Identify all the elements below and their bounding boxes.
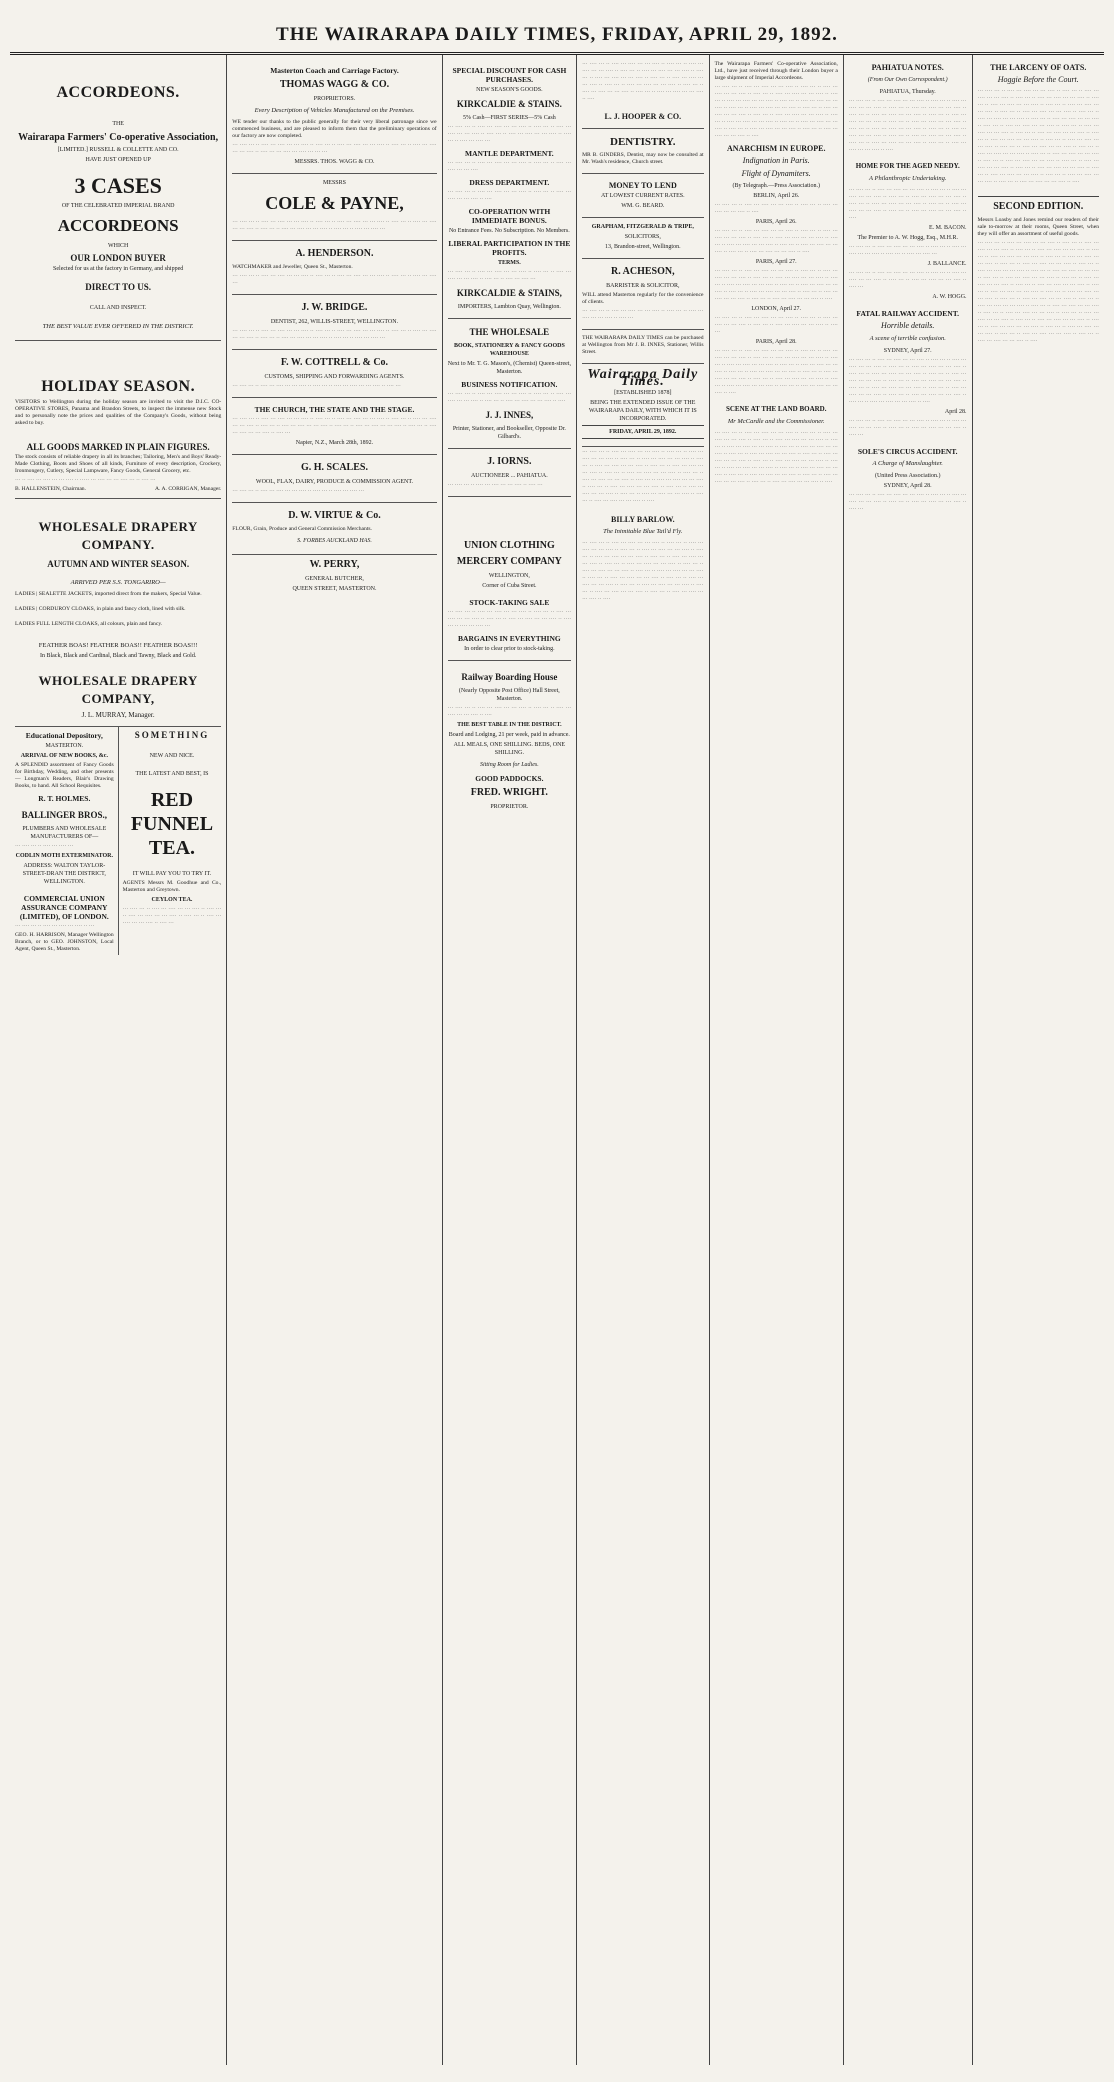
innes-name: J. J. INNES, <box>485 410 534 420</box>
cash-discount: 5% Cash—FIRST SERIES—5% Cash <box>463 115 556 121</box>
filler-text: ··· ···· ··· ·· ···· ··· ···· ··· ··· ···· ·· ···· ··· ·· ···· ··· ···· ··· ··· ···· ·· ···· ··· <box>582 308 704 321</box>
iorns-ad <box>448 449 571 497</box>
wholesale-title-2: WHOLESALE DRAPERY COMPANY, <box>38 673 198 706</box>
iorns-name: J. IORNS. <box>487 456 532 467</box>
nameplate-block <box>582 364 703 447</box>
scales-sub: WOOL, FLAX, DAIRY, PRODUCE & COMMISSION AGENT. <box>255 479 414 485</box>
association-paragraph: The Wairarapa Farmers' Co-operative Association, Ltd., have just received through their London buyer a large shipment of Imperial Accordeons. <box>714 61 838 81</box>
filler-text: ··· ···· ··· ·· ···· ··· ···· ··· ··· ···· ·· ···· ··· ·· ···· ··· ···· ··· ··· ···· ·· ···· ··· ·· ···· ··· ···· ··· ··· ···· ·· ···· ··· ··· ···· ··· ···· ··· ··· ··· <box>232 142 437 155</box>
manager-signature: A. A. CORRIGAN, Manager. <box>154 486 222 492</box>
solicitors-label: SOLICITORS, <box>624 234 661 240</box>
latest-best: THE LATEST AND BEST, IS <box>135 771 209 777</box>
perry-name: W. PERRY, <box>309 559 360 570</box>
perry-ad <box>232 559 436 593</box>
holiday-title: HOLIDAY SEASON. <box>41 378 196 395</box>
acheson-ad <box>582 259 703 330</box>
article-text: ··· ···· ··· ·· ···· ··· ···· ··· ··· ···· ·· ···· ··· ·· ···· ··· ···· ··· ··· ···· ·· ···· ··· ·· ···· ··· ···· ··· ··· ···· ·· ···· ··· <box>848 418 967 438</box>
anarchism-title: ANARCHISM IN EUROPE. <box>727 144 826 153</box>
cottrell-name: F. W. COTTRELL & Co. <box>280 357 389 368</box>
watchmaker: WATCHMAKER and Jeweller, Queen St., Masterton. <box>232 264 353 270</box>
henderson-ad <box>232 241 436 295</box>
filler-text: ··· ···· ··· ·· ···· ··· ···· ··· ··· ···· ·· ···· ··· ·· ···· ··· ···· ··· ··· ···· ·· ···· ··· <box>232 383 401 389</box>
second-edition: SECOND EDITION. <box>978 196 1099 213</box>
stocktaking-sale: STOCK-TAKING SALE <box>469 598 550 607</box>
filler-text: ··· ···· ··· ·· ···· ··· ···· ··· <box>15 843 74 849</box>
harrison-contact: GEO. H. HARRISON, Manager Wellington Branch, or to GEO. JOHNSTON, Local Agent, Queen St., Masterton. <box>15 932 114 952</box>
sydney-dateline: SYDNEY, April 27. <box>883 348 932 354</box>
wholesale-title: WHOLESALE DRAPERY COMPANY. <box>38 519 198 552</box>
something-label: SOMETHING <box>134 730 210 740</box>
ginders-notice: MR B. GINDERS, Dentist, may now be consulted at Mr. Wash's residence, Church street. <box>582 152 704 165</box>
telegraph-credit: (By Telegraph.—Press Association.) <box>732 183 820 189</box>
cole-ad <box>232 174 436 241</box>
manslaughter: A Charge of Manslaughter. <box>872 460 943 467</box>
newspaper-page <box>10 8 1104 2066</box>
will-attend: WILL attend Masterton regularly for the convenience of clients. <box>582 292 704 305</box>
left-sub <box>15 727 119 955</box>
horrible-details: Horrible details. <box>881 321 935 330</box>
will-pay: IT WILL PAY YOU TO TRY IT. <box>132 871 212 877</box>
kirkcaldie-name-2: KIRKCALDIE & STAINS, <box>456 288 562 298</box>
hunt-address: Next to Mr. T. G. Mason's, (Chemist) Queen-street, Masterton. <box>447 361 571 375</box>
plain-figures: ALL GOODS MARKED IN PLAIN FIGURES. <box>26 442 210 452</box>
second-edition-body: Messrs Loasby and Jones remind our readers of their sale to-morrow at their rooms, Queen Street, when they will offer an assortment of useful goods. <box>977 217 1099 237</box>
chairman-signature: B. HALLENSTEIN, Chairman. <box>15 486 86 492</box>
established: [ESTABLISHED 1878] <box>614 390 672 396</box>
union-clothing-ad <box>448 497 571 661</box>
dateline: FRIDAY, APRIL 29, 1892. <box>582 425 703 439</box>
iorns-sub: AUCTIONEER ... PAHIATUA. <box>470 473 548 479</box>
philanthropic: A Philanthropic Undertaking. <box>869 175 947 182</box>
business-notification: BUSINESS NOTIFICATION. <box>461 380 558 389</box>
signatures <box>15 486 221 493</box>
autumn-season: AUTUMN AND WINTER SEASON. <box>47 559 190 569</box>
billy-barlow: BILLY BARLOW. <box>611 515 675 524</box>
kirkcaldie-ad <box>448 59 571 319</box>
accordeons-ad <box>15 59 221 341</box>
codlin-moth: CODLIN MOTH EXTERMINATOR. <box>15 853 113 859</box>
terrible-confusion: A scene of terrible confusion. <box>869 335 946 342</box>
brandon-street: 13, Brandon-street, Wellington. <box>605 244 681 250</box>
ballinger-title: BALLINGER BROS., <box>21 810 107 820</box>
railway-ad <box>448 671 571 811</box>
article-text: ··· ···· ··· ·· ···· ··· ···· ··· ··· ···· ·· ···· ··· ·· ···· ··· ···· ··· ··· ···· ·· ···· ··· ·· ···· ··· ···· ··· ··· ···· ·· ···· ··· <box>848 492 967 512</box>
article-text: ··· ···· ··· ·· ···· ··· ···· ··· ··· ···· ·· ···· ··· ·· ···· ··· ···· ··· ··· ···· ·· ···· ··· ·· ···· ··· ···· ··· ··· ···· ·· ···· ··· <box>848 270 967 290</box>
ceylon-tea: CEYLON TEA. <box>151 897 193 903</box>
right-sub <box>119 727 222 955</box>
messrs-label: MESSRS <box>322 180 346 186</box>
grapham-name: GRAPHAM, FITZGERALD & TRIPE, <box>591 224 694 230</box>
which-label: WHICH <box>107 243 129 249</box>
column-7 <box>973 55 1104 2065</box>
plain-body: The stock consists of reliable drapery in all its branches; Tailoring, Men's and Boys' Ready-Made Clothing, Boots and Shoes of all kinds, Furniture of every description, Crockery, Ironmongery, Cutlery, Special Lampware, Fancy Goods, General Grocery, etc. <box>15 454 222 474</box>
coach-title: Masterton Coach and Carriage Factory. <box>270 66 399 75</box>
filler-text: ··· ···· ··· ·· ···· ··· ···· ··· ··· ···· ·· ···· ··· ·· ···· ··· ···· ··· ··· ···· ·· ···· ··· ·· ···· ··· ···· ··· <box>232 273 437 286</box>
editorial-text: ··· ···· ··· ·· ···· ··· ···· ··· ··· ···· ·· ···· ··· ·· ···· ··· ···· ··· ··· ···· ·· ···· ··· ·· ···· ··· ···· ··· ··· ···· ·· ···· ··· ·· ···· ··· ···· ··· ··· ···· ·· ···· ··· ·· ···· ··· ···· ··· ··· ···· ·· ···· ··· ·· ···· ··· ···· ··· ··· ···· ·· ···· ··· ·· ···· ··· ···· ··· ··· ···· ·· ···· ··· ·· ···· ··· ···· ··· ··· ···· ·· ···· ··· ·· ···· ··· ···· ··· ··· ···· ·· ···· ··· ·· ···· ··· ···· ··· ··· ···· ·· ···· ··· ·· ···· ··· ···· ··· ··· ···· ·· ···· ··· ·· ···· ··· ···· ··· ··· ···· ·· ···· <box>582 449 704 504</box>
article-text: ··· ···· ··· ·· ···· ··· ···· ··· ··· ···· ·· ···· ··· ·· ···· ··· ···· ··· ··· ···· ·· ···· ··· ·· ···· ··· ···· ··· ··· ···· ·· ···· ··· ·· ···· ··· ···· ··· ··· ···· ·· ···· ··· ·· ···· ··· ···· ··· ··· ···· ·· ···· ··· ·· ···· ··· ···· ··· ··· ···· ·· ···· ··· ·· ···· ··· ···· ··· ··· ···· ·· ···· ··· ·· ···· ··· ···· ··· ··· ···· ·· ···· ··· ·· ···· ··· ···· ··· ··· ···· ·· ···· ··· ·· ···· ··· ···· ··· ··· ···· ·· ···· ··· ·· ···· ··· ···· ··· ··· ···· ·· ···· ··· ·· ···· ··· ···· ··· ··· ···· ·· ···· ··· ·· ···· ··· ···· ··· ··· ···· ·· ···· <box>714 430 838 485</box>
flight-dynamiters: Flight of Dynamiters. <box>741 169 811 178</box>
columns <box>10 55 1104 2065</box>
wagg-name: THOMAS WAGG & CO. <box>279 79 390 90</box>
column-1 <box>10 55 227 2065</box>
article-text: ··· ···· ··· ·· ···· ··· ···· ··· ··· ···· ·· ···· ··· ·· ···· ··· ···· ··· ··· ···· ·· ···· ··· ·· ···· ··· ···· ··· ··· ···· ·· ···· ··· ·· ···· ··· ···· ··· ··· ···· ·· ···· ··· ·· ···· ··· ···· ··· ··· ···· ·· ···· ··· ·· ···· ··· ···· ··· ··· ···· ·· ···· ··· ·· ···· ··· ···· ··· ··· ···· ·· ···· ··· ·· ···· ··· ···· ··· ··· ···· ·· ···· ··· ·· ···· ··· ···· ··· ··· ···· ·· ···· ··· ·· ···· ··· ···· ··· ··· ···· ·· ···· ··· ·· ···· ··· ···· ··· ··· ···· ·· ···· <box>848 98 967 153</box>
grapham-ad <box>582 218 703 259</box>
coach-body: WE tender our thanks to the public generally for their very liberal patronage since we commenced business, and are pleased to inform them that the preliminary operations of our factory are now completed. <box>232 119 437 139</box>
mercery-title: MERCERY COMPANY <box>456 556 562 567</box>
henderson-name: A. HENDERSON. <box>295 248 374 259</box>
current-rates: AT LOWEST CURRENT RATES. <box>600 193 685 199</box>
times-note: THE WAIRARAPA DAILY TIMES can be purchased at Wellington from Mr J. B. INNES, Stationer, Willis Street. <box>582 335 704 355</box>
scales-ad <box>232 455 436 503</box>
terms-label: TERMS. <box>497 260 521 266</box>
best-value: THE BEST VALUE EVER OFFERED IN THE DISTRICT. <box>42 323 194 330</box>
ballinger-address: ADDRESS: WALTON TAYLOR-STREET-DRAN THE DISTRICT, WELLINGTON. <box>22 863 106 885</box>
have-opened: HAVE JUST OPENED UP <box>85 157 151 163</box>
aged-needy-title: HOME FOR THE AGED NEEDY. <box>855 162 960 170</box>
proprietors: PROPRIETORS. <box>313 96 356 102</box>
bargains-sub: In order to clear prior to stock-taking. <box>464 646 555 652</box>
railway-sub: (Nearly Opposite Post Office) Hall Street, Masterton. <box>458 688 560 702</box>
new-season: NEW SEASON'S GOODS. <box>476 87 543 93</box>
article-text: ··· ···· ··· ·· ···· ··· ···· ··· ··· ···· ·· ···· ··· ·· ···· ··· ···· ··· ··· ···· ·· ···· ··· ·· ···· ··· ···· ··· ··· ···· ·· ···· ··· ·· ···· ··· ···· ··· ··· ···· ·· ···· ··· ·· ···· ··· ···· ··· ··· ···· ·· ···· ··· ·· ···· ··· ···· ··· ··· ···· ·· ···· <box>848 187 967 221</box>
queen-street: QUEEN STREET, MASTERTON. <box>292 586 377 592</box>
commercial-union: COMMERCIAL UNION ASSURANCE COMPANY (LIMITED), OF LONDON. <box>19 894 109 921</box>
times-note-block <box>582 330 703 364</box>
arrival-books: ARRIVAL OF NEW BOOKS, &c. <box>20 753 108 759</box>
signature-bacon: E. M. BACON. <box>929 225 967 231</box>
plumbers-note: PLUMBERS AND WHOLESALE MANUFACTURERS OF— <box>22 826 107 840</box>
united-press: (United Press Association.) <box>874 473 941 479</box>
virtue-ad <box>232 503 436 555</box>
article-text: ··· ···· ··· ·· ···· ··· ···· ··· ··· ···· ·· ···· ··· ·· ···· ··· ···· ··· ··· ···· ·· ···· ··· ·· ···· ··· ···· ··· ··· ···· ·· ···· ··· ·· ···· ··· ···· ··· ··· ···· ·· ···· ··· ·· ···· ··· ···· ··· ··· ···· ·· ···· ··· ·· ···· ··· ···· ··· ··· ···· ·· ···· ··· ·· ···· ··· ···· ··· ··· ···· ·· ···· ··· ·· ···· ··· ···· ··· ··· ···· ·· ···· ··· ·· ···· ··· ···· ··· ··· ···· ·· ···· ··· ·· ···· ··· ···· ··· ··· ···· ·· ···· ··· ·· ···· ··· ···· ··· ··· ···· ·· ···· ··· ·· ···· ··· ···· ··· ··· ···· ·· ···· ··· ·· ···· ··· ···· ··· ··· ···· ·· ···· <box>582 540 704 602</box>
customs-agents: CUSTOMS, SHIPPING AND FORWARDING AGENTS. <box>264 374 405 380</box>
cottrell-ad <box>232 350 436 398</box>
filler-text: ··· ···· ··· ·· ···· ··· ···· ··· ··· ···· ·· ···· ··· ·· ···· ··· ···· ··· ··· ···· <box>447 160 572 173</box>
signature-ballance: J. BALLANCE. <box>927 261 967 267</box>
butcher-label: GENERAL BUTCHER, <box>305 576 364 582</box>
church-title: THE CHURCH, THE STATE AND THE STAGE. <box>254 405 415 414</box>
article-text: ··· ···· ··· ·· ···· ··· ···· ··· ··· ···· ·· ···· ··· ·· ···· ··· ···· ··· ··· ···· ·· ···· <box>714 202 838 215</box>
association-sub: [LIMITED.] RUSSELL & COLLETTE AND CO. <box>57 147 179 153</box>
article-text: ··· ···· ··· ·· ···· ··· ···· ··· ··· ···· ·· ···· ··· ·· ···· ··· ···· ··· ··· ···· ·· ···· ··· ·· ···· ··· ···· ··· ··· ···· ·· ···· ··· ·· ···· ··· ···· ··· ··· ···· ·· ···· ··· ·· ···· ··· ···· ··· ··· ···· ·· ···· ··· ·· ···· ··· ···· ··· ··· ···· ·· ···· ··· ·· ···· ··· ···· ··· ··· ···· ·· ···· ··· ·· ···· ··· ···· ··· ··· ···· ·· ···· ··· ·· ···· ··· ···· ··· ··· ···· ·· ···· ··· ·· ···· ··· ···· ··· ··· ···· ·· ···· <box>848 357 967 405</box>
cole-payne: COLE & PAYNE, <box>265 193 404 213</box>
column-6 <box>844 55 973 2065</box>
filler-text: ··· ···· ··· ·· ···· ··· ···· ··· ··· ···· ·· ···· ··· ·· ···· ··· ···· ··· ··· ···· ·· ···· ··· ·· ···· ··· ···· ··· <box>447 269 572 282</box>
acheson-name: R. ACHESON, <box>610 266 675 277</box>
paris-dateline-1: PARIS, April 26. <box>755 219 797 225</box>
feather-boas: FEATHER BOAS! FEATHER BOAS!! FEATHER BOAS!!! <box>38 642 198 649</box>
bridge-name: J. W. BRIDGE. <box>301 302 368 313</box>
dentistry-title: DENTISTRY. <box>610 136 676 148</box>
larceny-title: THE LARCENY OF OATS. <box>990 63 1087 72</box>
holmes-name: R. T. HOLMES. <box>38 794 91 803</box>
sitting-room: Sitting Room for Ladies. <box>480 762 539 768</box>
good-paddocks: GOOD PADDOCKS. <box>475 774 544 783</box>
manager-name: J. L. MURRAY, Manager. <box>81 711 155 719</box>
edu-body: A SPLENDID assortment of Fancy Goods for Birthday, Wedding, and other presents— Longman's Readers, Blair's Drawing Books, to hand. All School Requisites. <box>15 762 114 789</box>
meals-beds: ALL MEALS, ONE SHILLING. BEDS, ONE SHILLING. <box>453 742 566 756</box>
best-table: THE BEST TABLE IN THE DISTRICT. <box>457 722 562 728</box>
money-to-lend: MONEY TO LEND <box>608 181 677 190</box>
filler-text: ··· ···· ··· ·· ···· ··· ···· ··· ··· ···· ·· ···· ··· ·· ···· ··· ···· ··· ··· ···· ·· ···· ··· ·· ···· ··· ···· ··· ··· ···· ·· ···· ··· ·· ···· ··· ···· ··· ··· ···· ·· ···· ··· ·· ···· ··· ···· ··· <box>232 328 437 341</box>
filler-text: ··· ···· ··· ·· ···· ··· ···· ··· ··· ···· ·· ···· ··· ·· ···· ··· ···· ··· ··· ···· ·· ···· ··· ·· ···· ··· ···· ··· ··· ···· ·· ···· ··· <box>122 906 222 926</box>
union-title: UNION CLOTHING <box>463 540 555 551</box>
three-cases: 3 CASES <box>74 173 162 198</box>
hoggie-court: Hoggie Before the Court. <box>997 75 1079 84</box>
bridge-ad <box>232 295 436 350</box>
london-buyer: OUR LONDON BUYER <box>70 253 166 263</box>
selected-note: Selected for us at the factory in Germany, and shipped <box>53 266 184 272</box>
filler-text: ··· ···· ··· ·· ···· ··· ···· ··· ··· ···· ·· ···· ··· ·· ···· ··· ···· ··· ··· ···· ·· ···· ··· ·· ···· ··· ···· ··· ··· ···· ·· ···· ··· ·· ···· ··· ···· ··· ··· ···· ·· ···· ··· ·· ···· ··· ···· ··· ··· ···· ·· ···· ··· ·· ···· ··· ···· ··· ··· ···· ·· ···· ··· ·· ···· ··· ···· ··· ··· ···· ·· ···· ··· ·· ···· ··· ···· ··· ··· ···· ·· ···· <box>582 61 704 102</box>
new-nice: NEW AND NICE. <box>149 753 195 759</box>
filler-text: ··· ···· ··· ·· ···· ··· ···· ··· ··· ···· ·· ···· ··· ·· ···· ··· ···· ··· ··· ···· ·· ···· <box>447 705 572 718</box>
lambton-quay: IMPORTERS, Lambton Quay, Wellington. <box>457 304 561 310</box>
cooperation: CO-OPERATION WITH IMMEDIATE BONUS. <box>468 207 551 225</box>
auckland-note: S. FORBES AUCKLAND HAS. <box>297 538 372 544</box>
holiday-body: VISITORS to Wellington during the holiday season are invited to visit the D.I.C. CO-OPERATIVE STORES, Panama and Brandon Streets, to inspect the immense new Stock and to personally note the prices and qualities of the Company's Goods, without being asked to buy. <box>15 399 222 426</box>
premier-reply: The Premier to A. W. Hogg, Esq., M.H.R. <box>857 235 958 241</box>
own-correspondent: (From Our Own Correspondent.) <box>867 77 948 83</box>
railway-title: Railway Boarding House <box>461 672 558 682</box>
kirkcaldie-name: KIRKCALDIE & STAINS. <box>456 99 562 109</box>
hooper-name: L. J. HOOPER & CO. <box>604 112 682 121</box>
article-text: ··· ···· ··· ·· ···· ··· ···· ··· ··· ···· ·· ···· ··· ·· ···· ··· ···· ··· ··· ···· ·· ···· ··· ·· ···· ··· ···· ··· ··· ···· ·· ···· ··· ·· ···· ··· ···· ··· ··· ···· ·· ···· ··· ·· ···· ··· ···· ··· ··· ···· ·· ···· ··· ·· ···· ··· ···· ··· ··· ···· ·· ···· ··· ·· ···· ··· ···· ··· ··· ···· ·· ···· ··· ·· ···· ··· ···· ··· ··· ···· ·· ···· <box>714 268 838 302</box>
celebrated-brand: OF THE CELEBRATED IMPERIAL BRAND <box>61 203 175 209</box>
land-board-title: SCENE AT THE LAND BOARD. <box>725 405 827 413</box>
filler-text: ··· ···· ··· ·· ···· ··· ···· ··· ··· ···· ·· ···· ··· ·· ···· ··· ···· ··· ··· ···· ·· ···· <box>447 189 572 202</box>
mantle-dept: MANTLE DEPARTMENT. <box>465 149 554 158</box>
accordeons-title: ACCORDEONS. <box>56 84 180 101</box>
column-2 <box>227 55 442 2065</box>
sydney-dateline-2: SYDNEY, April 28. <box>883 483 932 489</box>
column-3 <box>443 55 577 2065</box>
arrived-per: ARRIVED PER S.S. TONGARIRO— <box>70 579 166 586</box>
filler-text: ··· ···· ··· ·· ···· ··· ···· ··· ··· ···· ·· ···· ··· ·· ···· ··· ···· ··· ··· ···· ·· ···· ··· ·· ···· ··· ···· ··· ··· ···· ·· ···· ··· ·· ···· ··· ···· ··· ··· ···· ·· ···· ··· ·· ···· ··· ···· ··· <box>232 219 437 232</box>
filler-text: ··· ·· ···· ··· ···· ··· ··· ···· ·· ····· ··· ···· ··· ··· ···· ··· ·· ···· ··· <box>15 477 156 483</box>
pahiatua-title: PAHIATUA NOTES. <box>871 63 944 72</box>
article-text: ··· ···· ··· ·· ···· ··· ···· ··· ··· ···· ·· ···· ··· ·· ···· ··· ···· ··· ··· ···· ·· ···· ··· ·· ···· ··· ···· ··· ··· ···· ·· ···· ··· ·· ···· ··· ···· ··· ··· ···· ·· ···· ··· ·· ···· ··· ···· ··· ··· ···· ·· ···· ··· ·· ···· ··· ···· ··· ··· ···· ·· ···· ··· ·· ···· ··· ···· ··· ··· ···· ·· ···· ··· ·· ···· ··· ···· ··· ··· ···· ·· ···· ··· ·· ···· ··· ···· ··· ··· ···· ·· ···· ··· ·· ···· ··· ···· ··· ··· ···· ·· ···· ··· ·· ···· ··· ···· ··· ··· ···· ·· ···· ··· ·· ···· ··· ···· ··· ··· ···· ·· ···· ··· ·· ···· ··· ···· ··· ··· ···· ·· ···· ··· ·· ···· ··· ···· ··· ··· ···· ·· ···· ··· ·· ···· ··· ···· ··· ··· ···· ·· ···· ··· ·· ···· ··· ···· ··· ··· ···· ·· ···· ··· ·· ···· ··· ···· ··· ··· ···· ·· ···· ··· ·· ···· ··· ···· ··· ··· ···· ·· ···· ··· ·· ···· ··· ···· ··· ··· ···· ·· ···· ··· ·· ···· ··· ···· ··· ··· ···· ·· ···· ··· ·· ···· ··· ···· ··· ··· ···· ·· ···· ··· ·· ···· ··· ···· ··· ··· ···· ·· ···· ··· ·· ···· ··· ···· ··· ··· ···· ·· ···· <box>977 240 1099 344</box>
filler-text: ··· ···· ··· ·· ···· ··· ···· ··· ··· ···· ·· ···· ··· ·· ···· ··· ···· ··· ··· ···· ·· ···· ··· ·· ···· ··· ···· ··· ··· ···· ·· ···· ··· ·· ···· ··· ···· ··· <box>447 609 572 629</box>
dress-dept: DRESS DEPARTMENT. <box>469 178 550 187</box>
virtue-sub: FLOUR, Grain, Produce and General Commission Merchants. <box>232 526 372 532</box>
paris-dateline-3: PARIS, April 28. <box>755 339 797 345</box>
circus-title: SOLE'S CIRCUS ACCIDENT. <box>857 447 958 456</box>
article-text: ··· ···· ··· ·· ···· ··· ···· ··· ··· ···· ·· ···· ··· ·· ···· ··· ···· ··· ··· ···· ·· ···· ··· ·· ···· ··· ···· ··· ··· ···· ·· ···· ··· <box>714 315 838 335</box>
article-text: ··· ···· ··· ·· ···· ··· ···· ··· ··· ···· ·· ···· ··· ·· ···· ··· ···· ··· ··· ···· ·· ···· ··· ·· ···· ··· ···· ··· ··· ···· ·· ···· ··· ·· ···· ··· ···· ··· ··· ···· ·· ···· ··· ·· ···· ··· ···· ··· ··· ···· ·· ···· ··· ·· ···· ··· ···· ··· ··· ···· ·· ···· ··· ·· ···· ··· ···· ··· ··· ···· ·· ···· ··· ·· ···· ··· ···· ··· ··· ···· ·· ···· ··· ·· ···· ··· ···· ··· ··· ···· ·· ···· ··· ·· ···· ··· ···· ··· ··· ···· ·· ···· <box>714 348 838 396</box>
filler-text: ··· ···· ··· ·· ···· ··· ···· ··· ··· ···· ·· ···· ··· ·· ···· ··· ···· ··· ··· ···· ·· ···· ··· ·· ···· ··· ···· ··· ··· ···· ·· ···· ··· ·· ···· ··· ···· ··· <box>447 124 572 144</box>
berlin-dateline: BERLIN, April 26. <box>753 193 800 199</box>
fatal-accident-title: FATAL RAILWAY ACCIDENT. <box>856 309 960 318</box>
wright-name: FRED. WRIGHT. <box>470 787 548 798</box>
feather-colours: In Black, Black and Cardinal, Black and Tawny, Black and Gold. <box>39 653 197 659</box>
barrister-label: BARRISTER & SOLICITOR, <box>606 283 680 289</box>
special-discount: SPECIAL DISCOUNT FOR CASH PURCHASES. <box>452 66 567 84</box>
wholesale-drapery-ad <box>15 499 221 727</box>
london-dateline: LONDON, April 27. <box>751 306 802 312</box>
coach-ad <box>232 59 436 174</box>
incorporated-note: BEING THE EXTENDED ISSUE OF THE WAIRARAPA DAILY, WITH WHICH IT IS INCORPORATED. <box>588 400 697 422</box>
ladies-jackets: LADIES | SEALETTE JACKETS, imported direct from the makers, Special Value. <box>15 591 202 597</box>
april-28-dateline: April 28. <box>944 409 967 415</box>
scales-name: G. H. SCALES. <box>301 462 368 473</box>
filler-text: ··· ···· ··· ·· ···· ··· ···· ··· ··· ···· ·· ···· ··· ·· ···· ··· ···· ··· ··· ···· ·· ···· ··· ·· ···· ··· ···· ··· ··· ···· ·· ···· ··· ·· ···· ··· ···· ··· ··· ···· ·· ···· ··· ·· ···· ··· ···· ··· ··· ···· ·· ···· ··· ·· ···· ··· ···· ··· ··· ···· ·· ···· ··· <box>232 416 437 436</box>
wellington-label: WELLINGTON, <box>488 573 530 579</box>
article-text: ··· ···· ··· ·· ···· ··· ···· ··· ··· ···· ·· ···· ··· ·· ···· ··· ···· ··· ··· ···· ·· ···· ··· ·· ···· ··· ···· ··· <box>848 244 967 257</box>
tariff: Board and Lodging, 21 per week, paid in advance. <box>448 732 570 738</box>
filler-text: ··· ···· ··· ·· ···· ··· ···· ··· ··· ···· ·· ···· ··· ·· ···· ··· ···· ··· ··· ···· ·· ···· ··· ·· ···· ··· ···· ··· ··· ···· ·· ···· <box>447 391 572 404</box>
masthead: THE WAIRARAPA DAILY TIMES, FRIDAY, APRIL 29, 1892. <box>10 8 1104 55</box>
ladies-full-cloaks: LADIES FULL LENGTH CLOAKS, all colours, plain and fancy. <box>15 621 163 627</box>
filler-text: ··· ···· ··· ·· ···· ··· ···· ··· ···· ·· ··· <box>15 923 95 929</box>
red-funnel-tea: RED FUNNEL TEA. <box>130 789 214 859</box>
church-ad <box>232 398 436 455</box>
bargains-title: BARGAINS IN EVERYTHING <box>458 634 561 643</box>
indignation-paris: Indignation in Paris. <box>742 156 810 165</box>
proprietor-label: PROPRIETOR. <box>490 804 529 810</box>
no-fees: No Entrance Fees. No Subscription. No Members. <box>448 228 570 234</box>
blue-tail-fly: The Inimitable Blue Tail'd Fly. <box>603 528 683 535</box>
article-text: ··· ···· ··· ·· ···· ··· ···· ··· ··· ···· ·· ···· ··· ·· ···· ··· ···· ··· ··· ···· ·· ···· ··· ·· ···· ··· ···· ··· ··· ···· ·· ···· ··· ·· ···· ··· ···· ··· ··· ···· ·· ···· ··· ·· ···· ··· ···· ··· ··· ···· ·· ···· ··· ·· ···· ··· ···· ··· ··· ···· ·· ···· ··· ·· ···· ··· ···· ··· ··· ···· ·· ···· ··· ·· ···· ··· ···· ··· ··· ···· ·· ···· ··· ·· ···· ··· ···· ··· ··· ···· ·· ···· ··· ·· ···· ··· ···· ··· ··· ···· ·· ···· ··· ·· ···· ··· ···· ··· ··· ···· ·· ···· ··· ·· ···· ··· ···· ··· ··· ···· ·· ···· <box>714 84 838 139</box>
tea-agents: AGENTS Messrs M. Goodhue and Co., Masterton and Greytown. <box>122 880 222 893</box>
direct-to-us: DIRECT TO US. <box>85 282 152 292</box>
liberal-profits: LIBERAL PARTICIPATION IN THE PROFITS. <box>448 239 571 257</box>
innes-sub: Printer, Stationer, and Bookseller, Opposite Dr. Gilbard's. <box>452 426 566 440</box>
article-text: ··· ···· ··· ·· ···· ··· ···· ··· ··· ···· ·· ···· ··· ·· ···· ··· ···· ··· ··· ···· ·· ···· ··· ·· ···· ··· ···· ··· ··· ···· ·· ···· ··· ·· ···· ··· ···· ··· ··· ···· ·· ···· ··· ·· ···· ··· ···· ··· ··· ···· ·· ···· ··· ·· ···· ··· ···· ··· ··· ···· ·· ···· ··· ·· ···· ··· ···· ··· ··· ···· ·· ···· ··· ·· ···· ··· ···· ··· ··· ···· ·· ···· ··· ·· ···· ··· ···· ··· ··· ···· ·· ···· ··· ·· ···· ··· ···· ··· ··· ···· ·· ···· ··· ·· ···· ··· ···· ··· ··· ···· ·· ···· ··· ·· ···· ··· ···· ··· ··· ···· ·· ···· ··· ·· ···· ··· ···· ··· ··· ···· ·· ···· ··· ·· ···· ··· ···· ··· ··· ···· ·· ···· ··· ·· ···· ··· ···· ··· ··· ···· ·· ···· ··· ·· ···· ··· ···· ··· ··· ···· ·· ···· ··· ·· ···· ··· ···· ··· ··· ···· ·· ···· ··· ·· ···· ··· ···· ··· ··· ···· ·· ···· ··· ·· ···· ··· ···· ··· ··· ···· ·· ···· ··· ·· ···· ··· ···· ··· ··· ···· ·· ···· ··· ·· ···· ··· ···· ··· ··· ···· ·· ···· ··· ·· ···· ··· ···· ··· ··· ···· ·· ···· <box>977 88 1099 185</box>
edu-place: MASTERTON. <box>45 743 84 749</box>
column-5 <box>710 55 844 2065</box>
association-name: Wairarapa Farmers' Co-operative Association, <box>18 132 219 143</box>
every-description: Every Description of Vehicles Manufactured on the Premises. <box>254 107 415 114</box>
stationery-warehouse: BOOK, STATIONERY & FANCY GOODS WAREHOUSE <box>453 343 565 357</box>
land-board-sub: Mr McCardle and the Commissioner. <box>727 418 825 425</box>
newspaper-nameplate: Wairarapa Daily Times. <box>587 367 699 389</box>
beard-name: WM. G. BEARD. <box>621 203 665 209</box>
ladies-cloaks: LADIES | CORDUROY CLOAKS, in plain and fancy cloth, lined with silk. <box>15 606 186 612</box>
article-text: ··· ···· ··· ·· ···· ··· ···· ··· ··· ···· ·· ···· ··· ·· ···· ··· ···· ··· ··· ···· ·· ···· ··· ·· ···· ··· ···· ··· ··· ···· ·· ···· ··· ·· ···· ··· ···· ··· ··· ···· ·· ···· ··· ·· ···· ··· ···· ··· ··· ···· ·· ···· ··· ·· ···· ··· ···· ··· ··· ···· ·· ···· <box>714 228 838 255</box>
wholesale-label: THE WHOLESALE <box>469 327 550 337</box>
sale-date: Napier, N.Z., March 28th, 1892. <box>295 440 374 446</box>
filler-text: ··· ···· ··· ·· ···· ··· ···· ··· ··· ···· ·· ···· ··· <box>447 482 543 488</box>
filler-text: ··· ···· ··· ·· ···· ··· ···· ··· ··· ···· ·· ···· ··· ·· ···· ··· ···· ··· <box>232 488 365 494</box>
accordeons-brand: ACCORDEONS <box>57 216 179 235</box>
pahiatua-date: PAHIATUA, Thursday. <box>879 89 936 95</box>
virtue-name: D. W. VIRTUE & Co. <box>288 510 381 521</box>
signature-hogg: A. W. HOGG. <box>932 294 967 300</box>
hooper-ad <box>582 105 703 129</box>
paris-dateline-2: PARIS, April 27. <box>755 259 797 265</box>
edu-title: Educational Depository, <box>25 731 103 740</box>
column-4 <box>577 55 709 2065</box>
holiday-ad <box>15 341 221 499</box>
wholesale-book-ad <box>448 319 571 449</box>
cuba-street: Corner of Cuba Street. <box>482 583 537 589</box>
call-inspect: CALL AND INSPECT. <box>89 305 147 311</box>
dentist-address: DENTIST, 262, WILLIS-STREET, WELLINGTON. <box>270 319 399 325</box>
dentistry-ad <box>582 129 703 174</box>
bottom-split <box>15 727 221 955</box>
money-ad <box>582 174 703 218</box>
wagg-signature: MESSRS. THOS. WAGG & CO. <box>294 159 375 165</box>
the-label: THE <box>112 121 124 127</box>
